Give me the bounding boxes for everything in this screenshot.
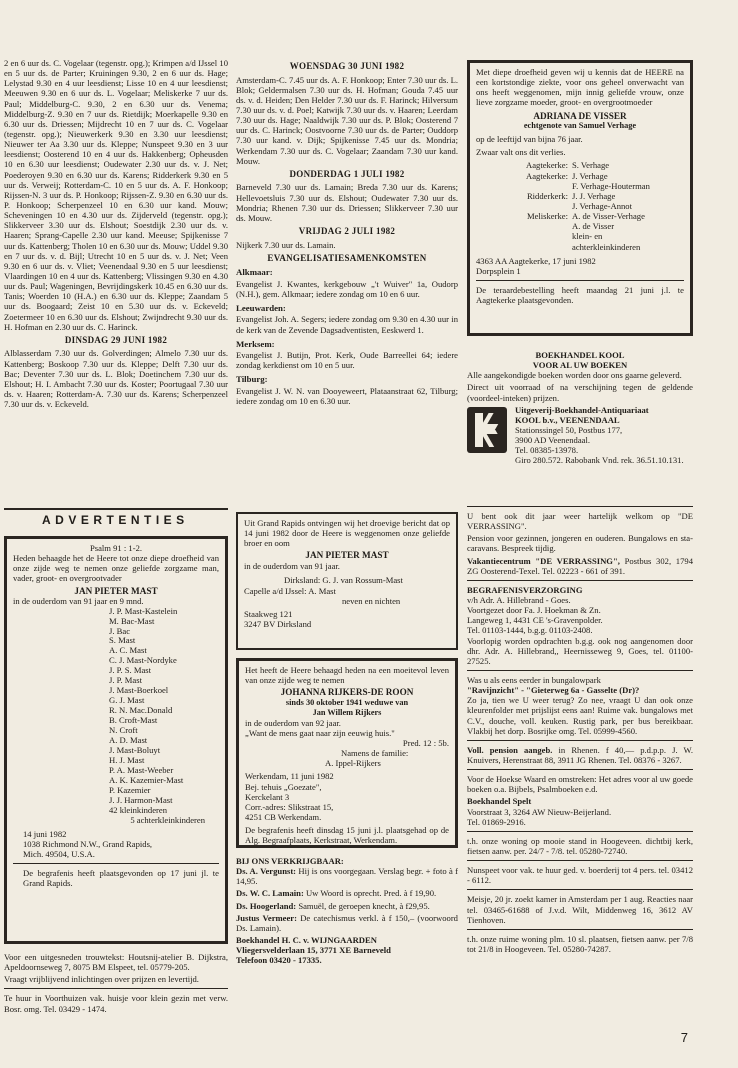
boekhandel-kool-p2: Direct uit voorraad of na verschijning tegen de geldende (voordeel-inteken) prijzen.	[467, 382, 693, 403]
ad-begrafenis-note: Voorlopig worden opdrachten b.g.g. ook nog aangenomen door dhr. Adr. A. Hillebrand,, Heernisseweg 9, Goes, tel. 01100-27525.	[467, 635, 693, 666]
notice-rijkers-fam2: A. Ippel-Rijkers	[325, 758, 381, 769]
family-member: C. J. Mast-Nordyke	[109, 655, 177, 666]
family-member: A. D. Mast	[109, 735, 148, 746]
heading-leeuwarden: Leeuwarden:	[236, 303, 286, 314]
verkrijgbaar-title: BIJ ONS VERKRIJGBAAR:	[236, 856, 344, 866]
ad-boekhandel-kool	[467, 350, 693, 500]
ad-begrafenis-line: v/h Adr. A. Hillebrand - Goes.	[467, 594, 571, 605]
ad-spelt-tel: Tel. 01869-2916.	[467, 816, 526, 827]
text-merksem: Evangelist J. Butijn, Prot. Kerk, Oude Barreellei 64; iedere zondag kerkdienst om 10 en 5 uur.	[236, 350, 458, 371]
family-member: H. J. Mast	[109, 755, 145, 766]
ad-trouwtekst: Voor een uitgesneden trouwtekst: Houtsnij-atelier B. Dijkstra, Apeldoornseweg 7, 8075 BM Elspeet, tel. 05779-205.	[4, 952, 228, 973]
notice-rijkers-corr1: Corr.-adres: Slikstraat 15,	[245, 801, 334, 812]
notice-rijkers-age: in de ouderdom van 92 jaar.	[245, 717, 341, 728]
ad-verrassing-p1: U bent ook dit jaar weer hartelijk welkom op "DE VERRASSING".	[467, 511, 693, 532]
boekhandel-kool-addr: Tel. 08385-13978.	[515, 445, 579, 456]
advertenties-header	[4, 508, 228, 530]
notice-mast-name: JAN PIETER MAST	[74, 585, 158, 596]
services-middle	[236, 58, 458, 498]
notice-rijkers-sub1: sinds 30 oktober 1941 weduwe van	[285, 698, 409, 708]
services-sunday-cont: 2 en 6 uur ds. C. Vogelaar (tegenstr. opg.); Krimpen a/d IJssel 10 en 5 uur ds. de Parter; Kruiningen 9.30, 2 en 6 uur ds. Hage; Lelystad 9.30 en 4 uur leesdienst; Lisse 10 en 4 uur leesdienst; Meeuwen 9.30 en 6 uur ds. L. Vogelaar; Meliskerke 7 uur ds. Paul; Middelburg-C. 9.30, 2 en 6.30 uur ds. Venema; Middelburg-Z. 9.30 en 7 uur ds. Rietdijk; Moerkapelle 9.30 en 6.30 uur ds. Driessen; Mijdrecht 10 en 7 uur ds. C. Vogelaar (tegenstr. opg.); Nieuwerkerk 9.30 en 3.30 uur leesdienst; Nieuwer ter Aa 3.30 uur ds. Kleppe; Nunspeet 9.30 en 3 uur leesdienst; Oosterend 10 en 4 uur ds. Hakkenberg; Opheusden 10 en 6.30 uur leesdienst; Oudewater 2.30 uur ds. v. J. Net; Poederoyen 9.30 en 6.30 uur ds. Karens; Ridderkerk 9.30 en 5 uur ds. Verweij; Rotterdam-C. 10 en 5 uur ds. A. F. Honkoop; Rijssen-N. 3 uur ds. P. Honkoop; Rijssen-Z. 9.30 en 6.30 uur ds. P. Honkoop; Scherpenzeel 10 en 6.30 uur kand. Mouw; Scheveningen 10 en 4.30 uur ds. Zijderveld (tegenstr. opg.); Slikkerveer 3.30 uur ds. Elshout; Soestdijk 2.30 uur ds. v. Haaren; Sprang-Capelle 2.30 uur kand. Meeuse; Spijkenisse 7 uur ds. Kattenberg; Tholen 10 en 6.30 uur ds. Mouw; Uddel 9.30 en 7 uur ds. v. d. Bijl; Utrecht 10 en 5 uur ds. v. J. Net; Veen 9.30 en 6 uur ds. v. Vliet; Veenendaal 9.30 en 5 uur leesdienst; Vlaardingen 10 en 4 uur ds. Kattenberg; Vlissingen 9.30 en 4.30 uur ds. Paul; Wageningen, Bevrijdingskerk 10.45 en 6.30 uur ds. Tanis; Woerden 10 (H.A.) en 6.30 uur ds. Kleppe; Zaandam 5 uur ds. Boogaard; Zeist 10 en 5.30 uur ds. v. Eckeveld; Zoetermeer 10 en 6.30 uur ds. Elshout; Zwijndrecht 9.30 uur ds. H. Hofman en 2.30 uur ds. C. Harinck.	[4, 58, 228, 332]
page-number: 7	[680, 1030, 688, 1045]
family-member: 42 kleinkinderen	[109, 804, 167, 815]
ad-begrafenis-title: BEGRAFENISVERZORGING	[467, 584, 583, 595]
notice-rijkers-name: JOHANNA RIJKERS-DE ROON	[280, 687, 414, 698]
heading-merksem: Merksem:	[236, 338, 275, 349]
notice-mast-date: 14 juni 1982	[23, 828, 67, 839]
ad-voorthuizen: Te huur in Voorthuizen vak. huisje voor klein gezin met verw. Bosr. omg. Tel. 03429 - 1474.	[4, 993, 228, 1014]
verkrijgbaar-item: Ds. Hoogerland: Samuël, de geroepen knecht, à f29,95.	[236, 900, 430, 911]
family-member: G. J. Mast	[109, 695, 145, 706]
notice-mast-addr2: Mich. 49504, U.S.A.	[23, 849, 95, 860]
ad-trouwtekst-info: Vraagt vrijblijvend inlichtingen over prijzen en levertijd.	[4, 974, 199, 985]
heading-tilburg: Tilburg:	[236, 374, 268, 385]
family-row: Meliskerke: A. de Visser-Verhage	[526, 211, 645, 222]
notice-rijkers-quote: „Want de mens gaat naar zijn eeuwig huis."	[245, 727, 395, 738]
notice-rijkers	[236, 658, 458, 848]
ad-begrafenis-line: Langeweg 1, 4431 CE 's-Gravenpolder.	[467, 615, 603, 626]
heading-dinsdag: DINSDAG 29 JUNI 1982	[64, 334, 168, 345]
ad-spelt-name: Boekhandel Spelt	[467, 796, 532, 807]
ad-bungalow-text: Zo ja, tien we U weer terug? Zo nee, vraagt U dan ook onze kleurenfolder met prijslijst eens aan! Ruime vak. bungalows met C.V., douche, voll. keuken. Rustig park, per bus bereikbaar. Vlakbij het dorp. Bosrijke omg. Tel. 05999-4560.	[467, 695, 693, 736]
family-row: Ridderkerk: J. J. Verhage	[526, 190, 616, 201]
notice-mast-age: in de ouderdom van 91 jaar en 9 mnd.	[13, 596, 144, 607]
family-member: J. P. S. Mast	[109, 665, 152, 676]
family-member: N. Croft	[109, 725, 138, 736]
ad-begrafenis-line: Voortgezet door Fa. J. Hoekman & Zn.	[467, 605, 601, 616]
text-leeuwarden: Evangelist Joh. A. Segers; iedere zondag om 9.30 en 4.30 uur in de kerk van de Zevende Dagsadventisten, Eeskwerd 1.	[236, 314, 458, 335]
notice-de-visser-addr2: Dorpsplein 1	[476, 265, 521, 276]
notice-de-visser-zwaar: Zwaar valt ons dit verlies.	[476, 147, 566, 158]
notice-de-visser-family	[476, 160, 684, 251]
kool-logo	[467, 407, 507, 453]
ad-hoogeveen-2: t.h. onze ruime woning plm. 10 sl. plaatsen, fietsen aanw. per 7/8 tot 21/8 in Hoogeveen. Tel. 05280-74287.	[467, 933, 693, 954]
heading-evangelisatie: EVANGELISATIESAMENKOMSTEN	[267, 252, 427, 263]
boekhandel-kool-title: BOEKHANDEL KOOL	[535, 350, 625, 360]
notice-de-visser-intro: Met diepe droefheid geven wij u kennis dat de HEERE na een kortstondige ziekte, voor ons geheel onverwacht van ons heeft weggenomen, mijn innig geliefde vrouw, onze lieve zorgzame moeder, groot- en overgrootmoeder	[476, 67, 684, 108]
advertenties-title: ADVERTENTIES	[4, 508, 228, 530]
notice-rijkers-ref: Pred. 12 : 5b.	[402, 737, 449, 748]
heading-woensdag: WOENSDAG 30 JUNI 1982	[289, 61, 405, 71]
ad-hoekse-waard: Voor de Hoekse Waard en omstreken: Het adres voor al uw goede boeken o.a. Bijbels, Psalmboeken e.d.	[467, 774, 693, 795]
notice-mast2-name: JAN PIETER MAST	[305, 550, 389, 561]
ad-bungalow-line: Was u als eens eerder in bungalowpark	[467, 674, 601, 685]
services-vrijdag: Nijkerk 7.30 uur ds. Lamain.	[236, 239, 336, 250]
boekhandel-kool-addr: Stationssingel 50, Postbus 177,	[515, 424, 623, 435]
ad-bungalow-name: "Ravijnzicht" - "Gieterweg 6a - Gasselte (Dr)?	[467, 685, 640, 696]
family-member: P. Kazemier	[109, 785, 151, 795]
family-member: J. Bac	[109, 625, 131, 636]
notice-mast2-age: in de ouderdom van 91 jaar.	[244, 561, 340, 572]
text-alkmaar: Evangelist J. Kwantes, kerkgebouw „'t Wuiver" 1a, Oudorp (N.H.), gem. Alkmaar; iedere zondag om 10 en 6 uur.	[236, 278, 458, 299]
ad-meisje: Meisje, 20 jr. zoekt kamer in Amsterdam per 1 aug. Reacties naar tel. 03465-61688 of J.v.d. Wilt, Middenweg 16, 3612 AV Tienhoven.	[467, 894, 693, 925]
ad-verkrijgbaar	[236, 856, 458, 976]
notice-rijkers-intro: Het heeft de Heere behaagd heden na een moeitevol leven van onze zijde weg te nemen	[245, 665, 449, 686]
boekhandel-kool-addr: 3900 AD Veenendaal.	[515, 435, 591, 446]
ad-spelt-addr: Voorstraat 3, 3264 AW Nieuw-Beijerland.	[467, 806, 612, 817]
notice-rijkers-place: Werkendam, 11 juni 1982	[245, 771, 334, 782]
notice-mast	[4, 536, 228, 944]
services-donderdag: Barneveld 7.30 uur ds. Lamain; Breda 7.30 uur ds. Karens; Hellevoetsluis 7.30 uur ds. Elshout; Oudewater 7.30 uur ds. Mondria; Rhenen 7.30 uur ds. Driessen; Slikkerveer 7.30 uur ds. Mouw.	[236, 182, 458, 223]
notice-rijkers-sub2: Jan Willem Rijkers	[312, 707, 382, 717]
boekhandel-kool-addr: Giro 280.572. Rabobank Vnd. rek. 36.51.10.131.	[515, 455, 684, 466]
notice-mast2-intro: Uit Grand Rapids ontvingen wij het droevige bericht dat op 14 juni 1982 door de Heere is weggenomen onze geliefde broer en oom	[244, 518, 450, 549]
notice-de-visser-addr1: 4363 AA Aagtekerke, 17 juni 1982	[476, 255, 596, 266]
family-member: B. Croft-Mast	[109, 715, 158, 726]
notice-mast2-fam2: Capelle a/d IJssel: A. Mast	[244, 585, 336, 596]
notice-de-visser-age: op de leeftijd van bijna 76 jaar.	[476, 134, 583, 145]
ad-hoogeveen: t.h. onze woning op mooie stand in Hoogeveen. dichtbij kerk, fietsen aanw. per. 24/7 - 7/8. tel. 05280-72740.	[467, 835, 693, 856]
verkrijgbaar-item: Ds. A. Vergunst: Hij is ons voorgegaan. Verslag begr. + foto à f 14,95.	[236, 866, 458, 887]
notice-rijkers-bej2: Kerckelant 3	[245, 791, 290, 802]
family-row: achterkleinkinderen	[572, 241, 641, 252]
family-row: klein- en	[572, 231, 603, 242]
family-row: F. Verhage-Houterman	[572, 180, 650, 191]
notice-mast2-addr2: 3247 BV Dirksland	[244, 618, 312, 629]
family-row: J. Verhage-Annot	[572, 201, 632, 212]
family-member: A. K. Kazemier-Mast	[109, 775, 184, 786]
ad-nunspeet: Nunspeet voor vak. te huur ged. v. boerderij tot 4 pers. tel. 03412 - 6112.	[467, 865, 693, 886]
notice-de-visser-sub: echtgenote van Samuel Verhage	[523, 121, 637, 131]
family-row: Aagtekerke: S. Verhage	[526, 160, 610, 171]
notice-rijkers-funeral: De begrafenis heeft dinsdag 15 juni j.l. plaatsgehad op de Alg. Begraafplaats, Kerkstraat, Werkendam.	[245, 825, 449, 846]
services-left	[4, 58, 228, 494]
boekhandel-kool-p1: Alle aangekondigde boeken worden door ons gaarne geleverd.	[467, 370, 682, 381]
ad-pension: Voll. pension aangeb. in Rhenen. f 40,— p.d.p.p. J. W. Knuivers, Herenstraat 88, 3911 JG Rhenen. Tel. 08376 - 3267.	[467, 744, 693, 765]
family-member: J. P. Mast	[109, 675, 142, 686]
notice-de-visser	[467, 60, 693, 336]
ad-verrassing-p2: Pension voor gezinnen, jongeren en ouderen. Bungalows en sta-caravans. Bespreek tijdig.	[467, 533, 693, 554]
family-member: S. Mast	[109, 635, 136, 646]
notice-mast-psalm: Psalm 91 : 1-2.	[89, 543, 143, 553]
heading-donderdag: DONDERDAG 1 JULI 1982	[289, 168, 405, 179]
family-member: R. N. Mac.Donald	[109, 705, 173, 716]
verkrijgbaar-item: Justus Vermeer: De catechismus verkl. à f 150,– (voorwoord Ds. Lamain).	[236, 912, 458, 933]
notice-mast-2	[236, 512, 458, 650]
notice-mast-intro: Heden behaagde het de Heere tot onze diepe droefheid van onze zijde weg te nemen onze geliefde zorgzame man, vader, groot- en overgrootvader	[13, 553, 219, 584]
ad-verrassing-p3: Vakantiecentrum "DE VERRASSING", Postbus 302, 1794 ZG Oosterend-Texel. Tel. 02223 - 661 of 391.	[467, 555, 693, 576]
boekhandel-kool-firm1: Uitgeverij-Boekhandel-Antiquariaat	[515, 404, 649, 415]
left-bottom-ads	[4, 952, 228, 1032]
family-member: J. P. Mast-Kastelein	[109, 605, 178, 616]
family-member: M. Bac-Mast	[109, 615, 155, 626]
boekhandel-kool-firm2: KOOL b.v., VEENENDAAL	[515, 414, 620, 425]
text-tilburg: Evangelist J. W. N. van Dooyeweert, Plataanstraat 62, Tilburg; iedere zondag om 10 en 6.30 uur.	[236, 385, 458, 406]
verkrijgbaar-firm3: Telefoon 03420 - 17335.	[236, 955, 322, 966]
notice-mast2-fam3: neven en nichten	[342, 595, 401, 606]
verkrijgbaar-item: Ds. W. C. Lamain: Uw Woord is oprecht. Pred. à f 19,90.	[236, 888, 437, 899]
notice-de-visser-funeral: De teraardebestelling heeft maandag 21 juni j.l. te Aagtekerke plaatsgevonden.	[476, 285, 684, 306]
services-woensdag: Amsterdam-C. 7.45 uur ds. A. F. Honkoop; Enter 7.30 uur ds. L. Blok; Geldermalsen 7.30 uur ds. H. Hofman; Gouda 7.45 uur ds. v. d. Heiden; Den Helder 7.30 uur ds. F. Harinck; Hilversum 7.30 uur ds. v. d. Poel; Katwijk 7.30 uur ds. v. Haaren; Leerdam 7.30 uur ds. Hage; Naaldwijk 7.30 uur ds. P. Blok; Oosterend 7 uur ds. C. Harinck; Oostvoorne 7.30 uur ds. de Parter; Ouddorp 7.30 uur kand. v. Dijk; Spijkenisse 7.45 uur ds. Mondria; Werkendam 7.30 uur ds. C. Vogelaar; Zaandam 7.30 uur kand. Mouw.	[236, 74, 458, 166]
family-member: A. C. Mast	[109, 645, 147, 656]
family-member: P. A. Mast-Weeber	[109, 765, 174, 776]
verkrijgbaar-firm2: Vliegersvelderlaan 15, 3771 XE Barneveld	[236, 945, 391, 956]
family-member: J. Mast-Boerkoel	[109, 685, 169, 696]
verkrijgbaar-firm1: Boekhandel H. C. v. WIJNGAARDEN	[236, 934, 377, 945]
notice-mast-funeral: De begrafenis heeft plaatsgevonden op 17 juni jl. te Grand Rapids.	[23, 868, 219, 889]
boekhandel-kool-subtitle: VOOR AL UW BOEKEN	[532, 360, 628, 371]
notice-rijkers-corr2: 4251 CB Werkendam.	[245, 811, 322, 822]
notice-mast2-fam1: Dirksland: G. J. van Rossum-Mast	[284, 575, 403, 586]
heading-alkmaar: Alkmaar:	[236, 267, 273, 278]
ad-begrafenis-line: Tel. 01103-1444, b.g.g. 01103-2408.	[467, 625, 593, 636]
family-member: J. J. Harmon-Mast	[109, 794, 173, 805]
notice-mast2-addr1: Staakweg 121	[244, 608, 293, 619]
family-member: J. Mast-Boluyt	[109, 745, 161, 756]
notice-mast-addr1: 1038 Richmond N.W., Grand Rapids,	[23, 839, 153, 850]
notice-rijkers-fam1: Namens de familie:	[341, 748, 409, 759]
services-dinsdag: Alblasserdam 7.30 uur ds. Golverdingen; Almelo 7.30 uur ds. Kattenberg; Boskoop 7.30 uur ds. Kleppe; Delft 7.30 uur ds. Bac; Deventer 7.30 uur ds. L. Blok; Doetinchem 7.30 uur ds. Elshout; H. I. Ambacht 7.30 uur ds. Koster; Poortugaal 7.30 uur ds. v. Haaren; Rotterdam-A. 7.30 uur ds. Karens; Scherpenzeel 7.30 uur ds. v. Eckeveld.	[4, 348, 228, 410]
notice-mast-family	[13, 607, 219, 826]
right-bottom-ads	[467, 506, 693, 1026]
family-row: A. de Visser	[572, 221, 615, 232]
notice-rijkers-bej1: Bej. tehuis „Goezate",	[245, 781, 322, 792]
heading-vrijdag: VRIJDAG 2 JULI 1982	[298, 226, 396, 237]
notice-de-visser-name: ADRIANA DE VISSER	[533, 110, 627, 121]
family-member: 5 achterkleinkinderen	[130, 814, 205, 825]
family-row: Aagtekerke: J. Verhage	[526, 170, 608, 181]
